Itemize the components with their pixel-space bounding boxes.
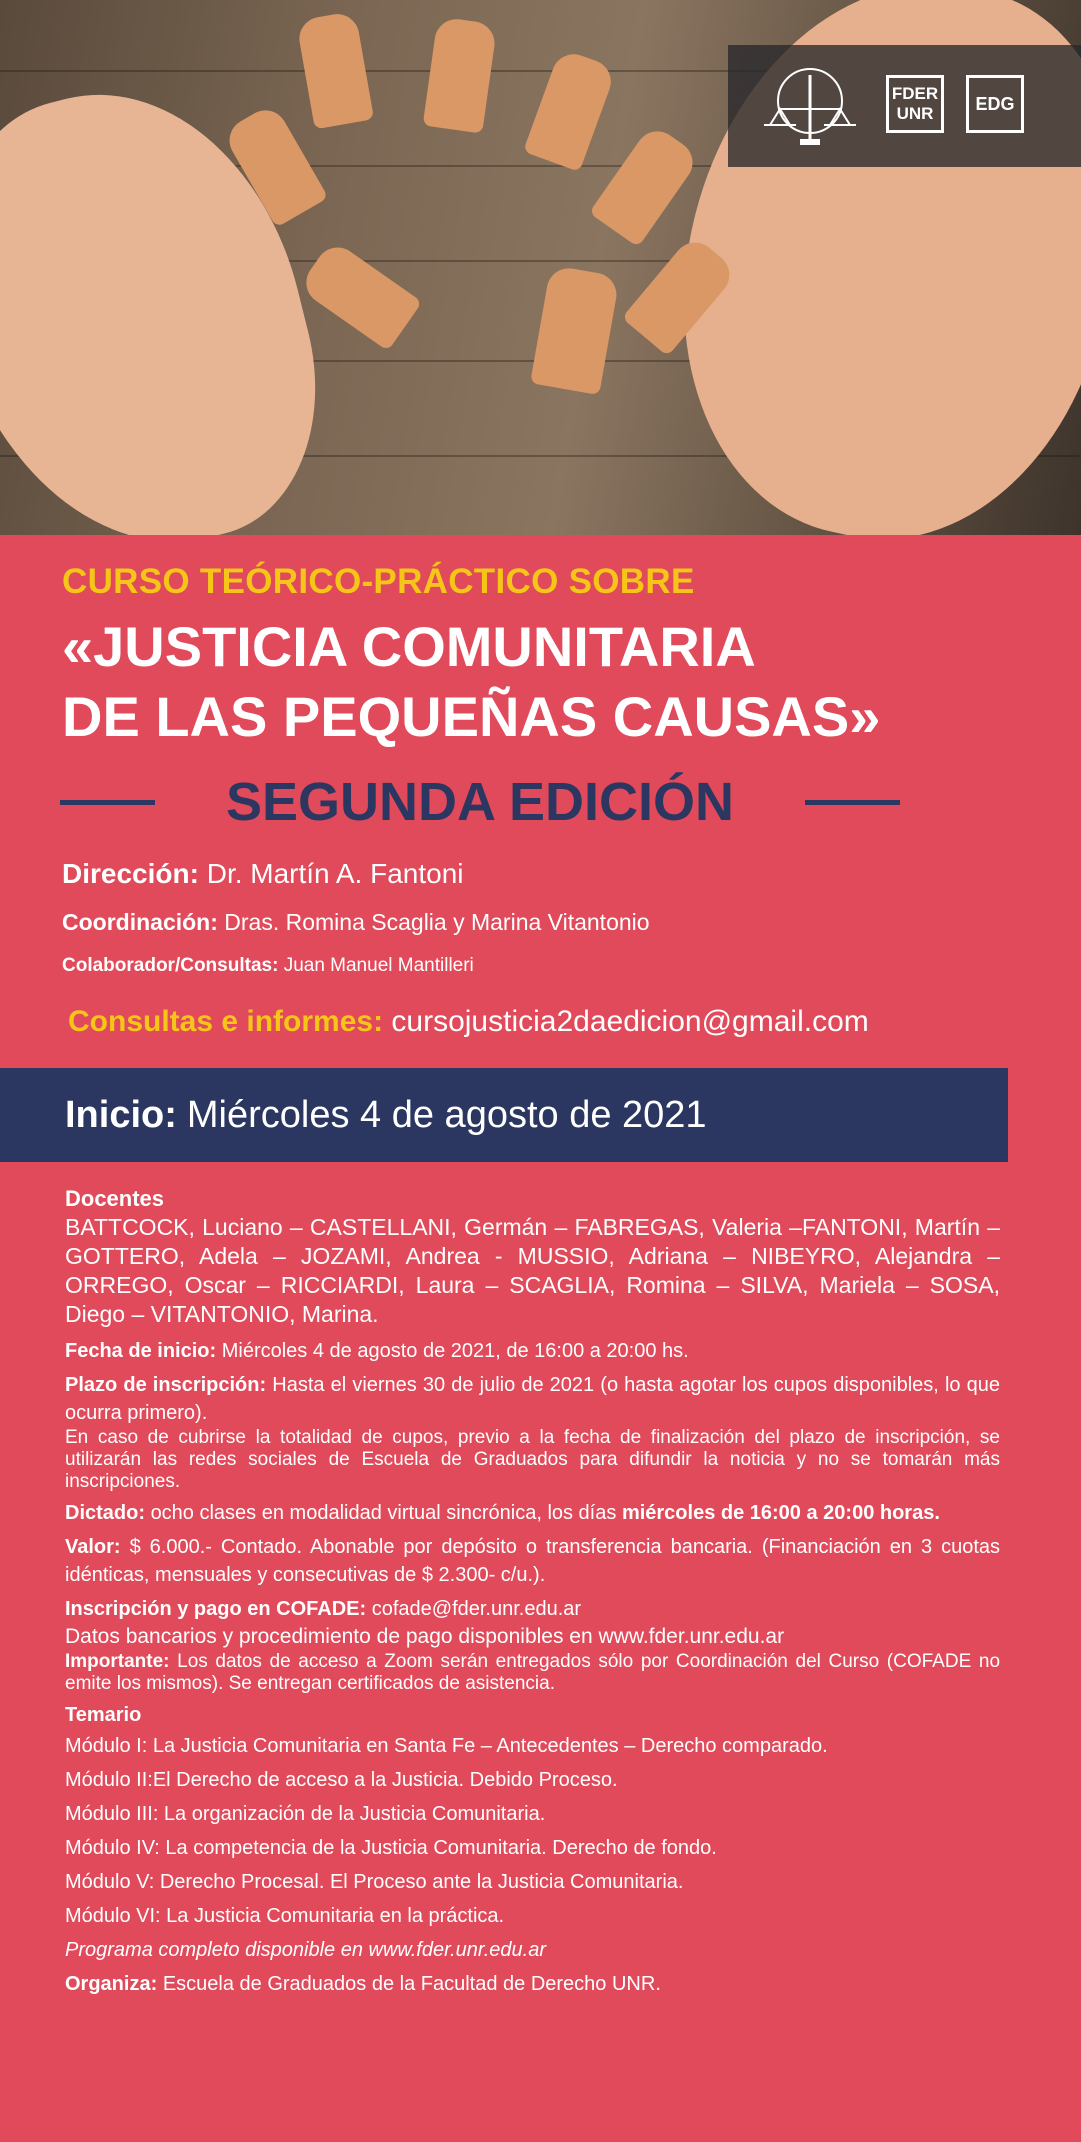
consultas-label: Consultas e informes: (68, 1005, 384, 1038)
course-title (62, 612, 880, 752)
wooden-figure (530, 265, 620, 395)
fecha-row (65, 1337, 1000, 1365)
wooden-figure (423, 16, 498, 133)
hero-photo (0, 0, 1081, 535)
dictado-value: ocho clases en modalidad virtual sincrónica, los días (150, 1502, 617, 1524)
dictado-label: Dictado: (65, 1502, 145, 1524)
left-hand (0, 56, 351, 535)
fecha-label: Fecha de inicio: (65, 1340, 217, 1362)
course-kicker: CURSO TEÓRICO-PRÁCTICO SOBRE (62, 562, 695, 601)
plazo-label: Plazo de inscripción: (65, 1374, 267, 1396)
wooden-figure (298, 239, 423, 351)
direccion-value: Dr. Martín A. Fantoni (206, 858, 464, 889)
temario-list (65, 1729, 1000, 1967)
importante-label: Importante: (65, 1651, 170, 1672)
organiza-label: Organiza: (65, 1973, 158, 1995)
list-item: Módulo III: La organización de la Justicia Comunitaria. (65, 1803, 546, 1825)
law-school-seal-icon (750, 61, 870, 149)
direccion-row (62, 858, 464, 890)
fecha-value: Miércoles 4 de agosto de 2021, de 16:00 a 20:00 hs. (221, 1340, 689, 1362)
valor-value: $ 6.000.- Contado. Abonable por depósito o transferencia bancaria. (Financiación en 3 cuotas idénticas, mensuales y consecutivas de $ 2.300- c/u.). (65, 1536, 1001, 1586)
inscripcion-label: Inscripción y pago en COFADE: (65, 1598, 367, 1620)
colaborador-value: Juan Manuel Mantilleri (283, 955, 474, 976)
importante-row (65, 1651, 1000, 1695)
organiza-row (65, 1967, 1000, 2001)
inscripcion-email[interactable]: cofade@fder.unr.edu.ar (371, 1598, 582, 1620)
title-line-2: DE LAS PEQUEÑAS CAUSAS» (62, 685, 881, 748)
edition-label: SEGUNDA EDICIÓN (225, 772, 735, 832)
docentes-list: BATTCOCK, Luciano – CASTELLANI, Germán – FABREGAS, Valeria –FANTONI, Martín – GOTTERO, Adela – JOZAMI, Andrea - MUSSIO, Adriana – NIBEYRO, Alejandra – ORREGO, Oscar – RICCIARDI, Laura – SCAGLIA, Romina – SILVA, Mariela – SOSA, Diego – VITANTONIO, Marina. (65, 1214, 1000, 1327)
course-details (65, 1185, 1000, 2001)
programa-link: Programa completo disponible en www.fder.unr.edu.ar (65, 1939, 546, 1961)
plazo-note: En caso de cubrirse la totalidad de cupos, previo a la fecha de finalización del plazo de inscripción, se utilizarán las redes sociales de Escuela de Graduados para difundir la noticia y no se tomarán más inscripciones. (65, 1427, 1000, 1492)
edition-banner (60, 770, 900, 834)
list-item: Módulo II:El Derecho de acceso a la Justicia. Debido Proceso. (65, 1769, 618, 1791)
importante-value: Los datos de acceso a Zoom serán entregados sólo por Coordinación del Curso (COFADE no emite los mismos). Se entregan certificados de asistencia. (65, 1651, 1001, 1694)
fder-unr-logo: FDER UNR (886, 75, 944, 133)
edg-logo: EDG (966, 75, 1024, 133)
temario-heading: Temario (65, 1704, 142, 1726)
title-line-1: «JUSTICIA COMUNITARIA (62, 615, 756, 678)
coordinacion-value: Dras. Romina Scaglia y Marina Vitantonio (224, 909, 650, 935)
list-item: Módulo V: Derecho Procesal. El Proceso ante la Justicia Comunitaria. (65, 1871, 684, 1893)
colaborador-row (62, 955, 474, 977)
datos-bancarios: Datos bancarios y procedimiento de pago disponibles en www.fder.unr.edu.ar (65, 1625, 785, 1648)
inscripcion-row (65, 1595, 1000, 1623)
divider (805, 800, 900, 805)
list-item: Módulo I: La Justicia Comunitaria en Santa Fe – Antecedentes – Derecho comparado. (65, 1735, 828, 1757)
wooden-figure (589, 123, 701, 248)
direccion-label: Dirección: (62, 858, 199, 889)
list-item: Módulo VI: La Justicia Comunitaria en la práctica. (65, 1905, 505, 1927)
coordinacion-row (62, 909, 650, 936)
colaborador-label: Colaborador/Consultas: (62, 955, 279, 976)
list-item: Módulo IV: La competencia de la Justicia Comunitaria. Derecho de fondo. (65, 1837, 717, 1859)
coordinacion-label: Coordinación: (62, 909, 218, 935)
inicio-value: Miércoles 4 de agosto de 2021 (186, 1093, 707, 1136)
inicio-label: Inicio: (65, 1093, 177, 1136)
docentes-heading: Docentes (65, 1186, 165, 1211)
dictado-schedule: miércoles de 16:00 a 20:00 horas. (621, 1502, 940, 1524)
consultas-row (68, 1005, 869, 1039)
valor-label: Valor: (65, 1536, 121, 1558)
logo-panel (728, 45, 1081, 167)
wooden-figure (523, 48, 617, 172)
dictado-row (65, 1499, 1000, 1527)
plazo-value: Hasta el viernes 30 de julio de 2021 (o hasta agotar los cupos disponibles, lo que ocurra primero). (65, 1374, 1000, 1424)
plazo-row (65, 1371, 1000, 1427)
start-date-bar (0, 1068, 1008, 1162)
divider (60, 800, 155, 805)
organiza-value: Escuela de Graduados de la Facultad de Derecho UNR. (162, 1973, 661, 1995)
valor-row (65, 1533, 1000, 1589)
consultas-email[interactable]: cursojusticia2daedicion@gmail.com (391, 1005, 869, 1038)
wooden-figure (296, 11, 374, 130)
